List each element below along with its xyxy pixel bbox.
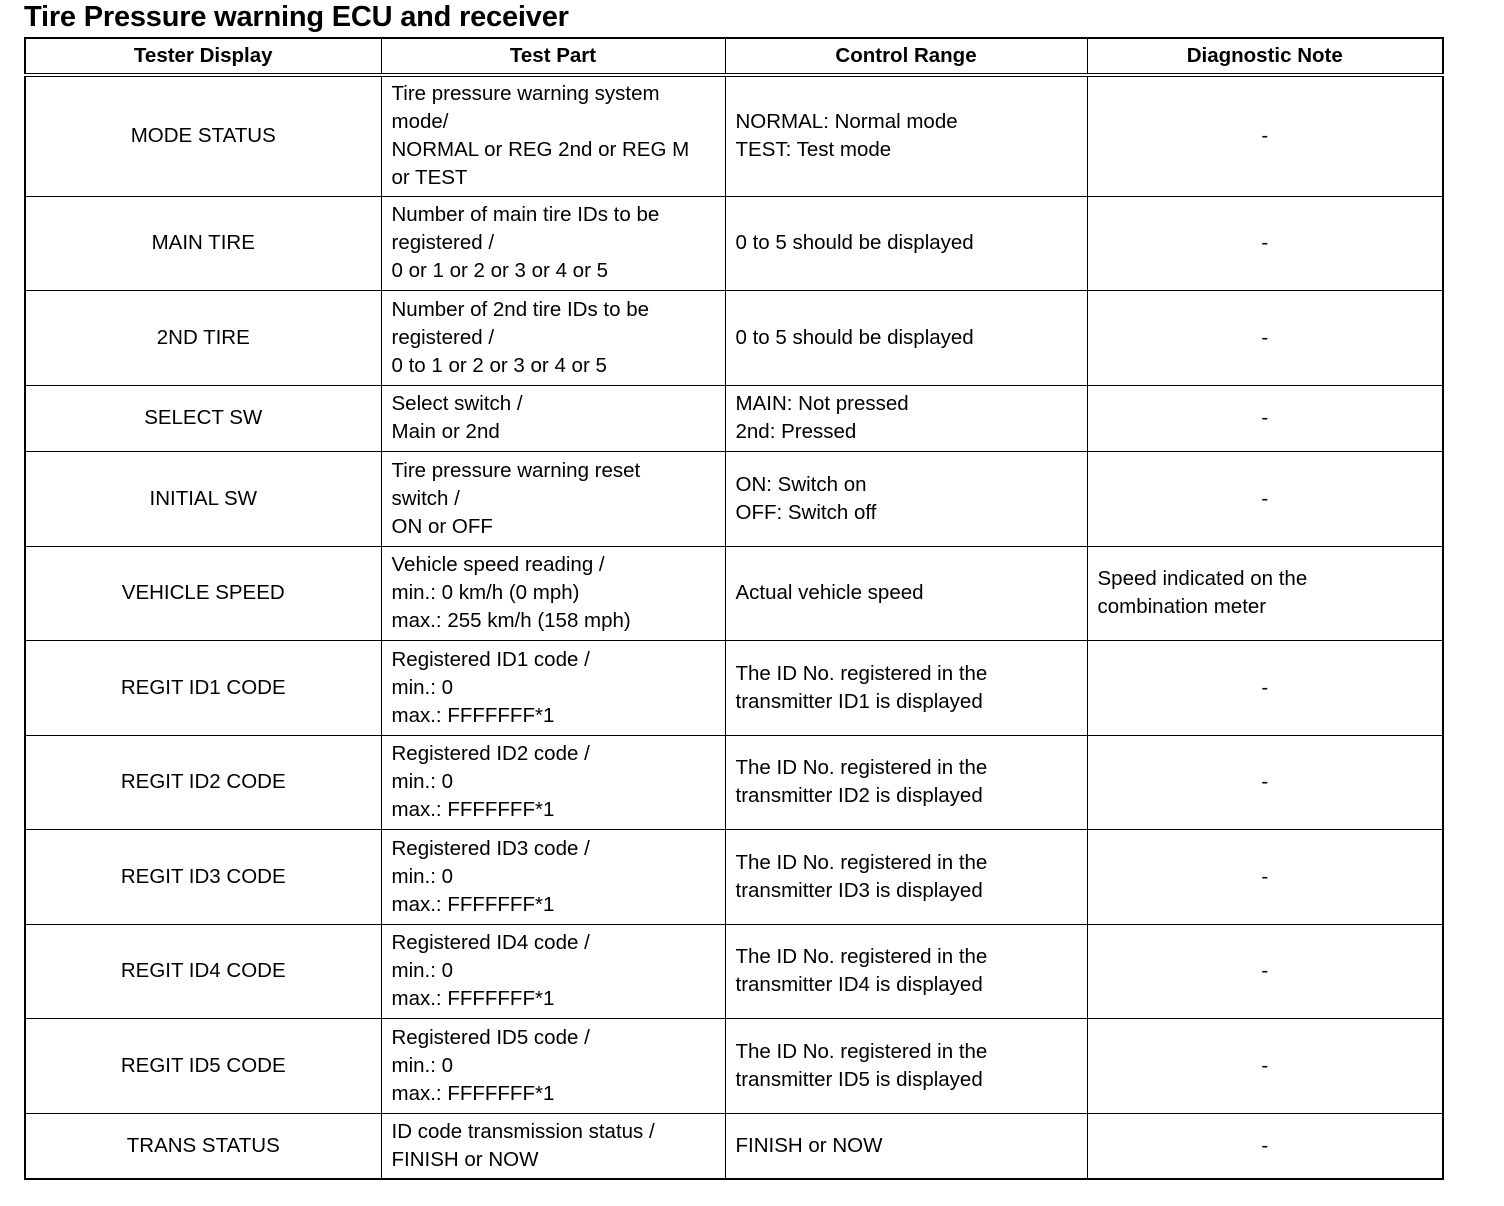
test-part-cell: Tire pressure warning system mode/ NORMAL or REG 2nd or REG M or TEST [381, 75, 725, 196]
tester-display-cell: MAIN TIRE [25, 196, 381, 290]
control-range-cell: The ID No. registered in the transmitter ID2 is displayed [725, 735, 1087, 829]
test-part-cell: Number of main tire IDs to be registered / 0 or 1 or 2 or 3 or 4 or 5 [381, 196, 725, 290]
table-row [25, 75, 1443, 196]
tester-display-cell: REGIT ID3 CODE [25, 829, 381, 924]
tester-display-cell: REGIT ID5 CODE [25, 1018, 381, 1113]
header-tester-display: Tester Display [25, 38, 381, 75]
test-part-cell: Tire pressure warning reset switch / ON or OFF [381, 451, 725, 546]
diagnostic-note-cell: - [1087, 829, 1443, 924]
page-title: Tire Pressure warning ECU and receiver [24, 1, 569, 33]
data-list-table [24, 37, 1444, 1180]
tester-display-cell: 2ND TIRE [25, 290, 381, 385]
table-row [25, 196, 1443, 290]
diagnostic-note-cell: - [1087, 735, 1443, 829]
tester-display-cell: REGIT ID4 CODE [25, 924, 381, 1018]
control-range-cell: The ID No. registered in the transmitter ID5 is displayed [725, 1018, 1087, 1113]
diagnostic-note-cell: - [1087, 640, 1443, 735]
test-part-cell: Select switch / Main or 2nd [381, 385, 725, 451]
table-row [25, 1018, 1443, 1113]
test-part-cell: Registered ID4 code / min.: 0 max.: FFFFFFF*1 [381, 924, 725, 1018]
header-control-range: Control Range [725, 38, 1087, 75]
tester-display-cell: REGIT ID1 CODE [25, 640, 381, 735]
control-range-cell: Actual vehicle speed [725, 546, 1087, 640]
header-test-part: Test Part [381, 38, 725, 75]
diagnostic-note-cell: - [1087, 196, 1443, 290]
table-row [25, 829, 1443, 924]
diagnostic-note-cell: - [1087, 1018, 1443, 1113]
diagnostic-note-cell: - [1087, 75, 1443, 196]
test-part-cell: Registered ID3 code / min.: 0 max.: FFFFFFF*1 [381, 829, 725, 924]
control-range-cell: NORMAL: Normal mode TEST: Test mode [725, 75, 1087, 196]
table-header-row [25, 38, 1443, 75]
table-row [25, 546, 1443, 640]
tester-display-cell: TRANS STATUS [25, 1113, 381, 1179]
tester-display-cell: MODE STATUS [25, 75, 381, 196]
diagnostic-note-cell: Speed indicated on the combination meter [1087, 546, 1443, 640]
table-row [25, 1113, 1443, 1179]
test-part-cell: Vehicle speed reading / min.: 0 km/h (0 mph) max.: 255 km/h (158 mph) [381, 546, 725, 640]
header-diagnostic-note: Diagnostic Note [1087, 38, 1443, 75]
test-part-cell: Registered ID5 code / min.: 0 max.: FFFFFFF*1 [381, 1018, 725, 1113]
test-part-cell: Number of 2nd tire IDs to be registered / 0 to 1 or 2 or 3 or 4 or 5 [381, 290, 725, 385]
control-range-cell: FINISH or NOW [725, 1113, 1087, 1179]
diagnostic-note-cell: - [1087, 385, 1443, 451]
control-range-cell: The ID No. registered in the transmitter ID4 is displayed [725, 924, 1087, 1018]
table-row [25, 735, 1443, 829]
tester-display-cell: SELECT SW [25, 385, 381, 451]
table-row [25, 640, 1443, 735]
test-part-cell: ID code transmission status / FINISH or NOW [381, 1113, 725, 1179]
table-row [25, 290, 1443, 385]
test-part-cell: Registered ID2 code / min.: 0 max.: FFFFFFF*1 [381, 735, 725, 829]
test-part-cell: Registered ID1 code / min.: 0 max.: FFFFFFF*1 [381, 640, 725, 735]
control-range-cell: 0 to 5 should be displayed [725, 290, 1087, 385]
table-row [25, 451, 1443, 546]
control-range-cell: 0 to 5 should be displayed [725, 196, 1087, 290]
diagnostic-note-cell: - [1087, 451, 1443, 546]
diagnostic-note-cell: - [1087, 1113, 1443, 1179]
table-row [25, 385, 1443, 451]
tester-display-cell: REGIT ID2 CODE [25, 735, 381, 829]
diagnostic-note-cell: - [1087, 290, 1443, 385]
table-row [25, 924, 1443, 1018]
control-range-cell: MAIN: Not pressed 2nd: Pressed [725, 385, 1087, 451]
control-range-cell: The ID No. registered in the transmitter ID3 is displayed [725, 829, 1087, 924]
tester-display-cell: VEHICLE SPEED [25, 546, 381, 640]
diagnostic-note-cell: - [1087, 924, 1443, 1018]
tester-display-cell: INITIAL SW [25, 451, 381, 546]
control-range-cell: The ID No. registered in the transmitter ID1 is displayed [725, 640, 1087, 735]
control-range-cell: ON: Switch on OFF: Switch off [725, 451, 1087, 546]
